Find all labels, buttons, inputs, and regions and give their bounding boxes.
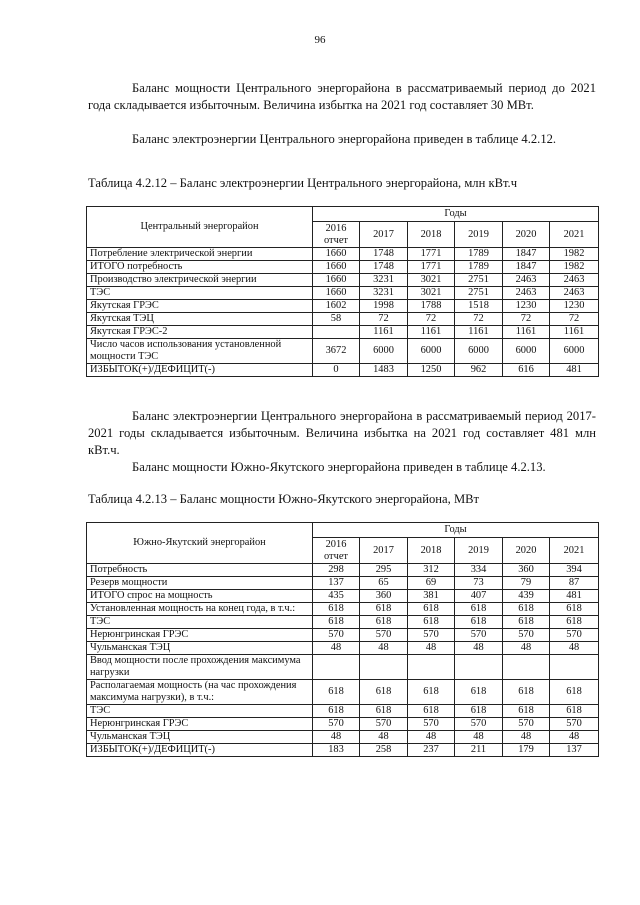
- row-label: Резерв мощности: [87, 577, 313, 590]
- table-row: [87, 339, 599, 364]
- row-label: Располагаемая мощность (на час прохождения максимума нагрузки), в т.ч.:: [87, 680, 313, 705]
- cell-value: 570: [550, 629, 599, 642]
- cell-value: 58: [313, 313, 360, 326]
- row-label: Чульманская ТЭЦ: [87, 731, 313, 744]
- year-header: 2017: [360, 222, 408, 248]
- cell-value: 1847: [503, 248, 550, 261]
- cell-value: 618: [313, 603, 360, 616]
- cell-value: 1748: [360, 248, 408, 261]
- row-label: Число часов использования установленной мощности ТЭС: [87, 339, 313, 364]
- cell-value: 48: [503, 731, 550, 744]
- cell-value: 48: [455, 731, 503, 744]
- cell-value: 618: [408, 680, 455, 705]
- cell-value: 570: [455, 718, 503, 731]
- cell-value: 1602: [313, 300, 360, 313]
- cell-value: 570: [455, 629, 503, 642]
- table-row: [87, 616, 599, 629]
- table-row: [87, 326, 599, 339]
- row-label: ИЗБЫТОК(+)/ДЕФИЦИТ(-): [87, 364, 313, 377]
- cell-value: 1230: [503, 300, 550, 313]
- cell-value: 48: [408, 731, 455, 744]
- table-4-2-13-caption: Таблица 4.2.13 – Баланс мощности Южно-Якутского энергорайона, МВт: [88, 492, 480, 506]
- table-row: [87, 718, 599, 731]
- row-label: Якутская ГРЭС: [87, 300, 313, 313]
- cell-value: 295: [360, 564, 408, 577]
- table-row: [87, 731, 599, 744]
- cell-value: 394: [550, 564, 599, 577]
- cell-value: 616: [503, 364, 550, 377]
- cell-value: 6000: [550, 339, 599, 364]
- cell-value: 618: [503, 680, 550, 705]
- cell-value: 87: [550, 577, 599, 590]
- table-row: [87, 655, 599, 680]
- table-row: [87, 261, 599, 274]
- paragraph-energy-balance-reference: Баланс электроэнергии Центрального энергорайона приведен в таблице 4.2.12.: [132, 132, 557, 146]
- table-row: [87, 313, 599, 326]
- cell-value: [455, 655, 503, 680]
- row-label: Производство электрической энергии: [87, 274, 313, 287]
- year-header: 2016 отчет: [313, 222, 360, 248]
- cell-value: 0: [313, 364, 360, 377]
- cell-value: 2751: [455, 274, 503, 287]
- cell-value: 1660: [313, 248, 360, 261]
- table-row: [87, 248, 599, 261]
- cell-value: 618: [360, 616, 408, 629]
- cell-value: 1748: [360, 261, 408, 274]
- cell-value: 6000: [503, 339, 550, 364]
- paragraph-energy-balance-surplus: Баланс электроэнергии Центрального энергорайона в рассматриваемый период 2017-2021 годы складывается избыточным. Величина избытка на 2021 год составляет 481 млн кВт.ч.: [88, 409, 596, 457]
- cell-value: 2463: [503, 274, 550, 287]
- page-number: 96: [314, 34, 326, 46]
- table-row: [87, 603, 599, 616]
- cell-value: 1230: [550, 300, 599, 313]
- cell-value: 618: [550, 705, 599, 718]
- cell-value: 1518: [455, 300, 503, 313]
- table-row: [87, 680, 599, 705]
- cell-value: 360: [360, 590, 408, 603]
- cell-value: 618: [408, 603, 455, 616]
- cell-value: 1998: [360, 300, 408, 313]
- cell-value: 962: [455, 364, 503, 377]
- year-header: 2017: [360, 538, 408, 564]
- cell-value: 618: [455, 603, 503, 616]
- cell-value: 1789: [455, 248, 503, 261]
- table-row: [87, 744, 599, 757]
- cell-value: 570: [360, 718, 408, 731]
- year-header: 2020: [503, 222, 550, 248]
- cell-value: 570: [313, 718, 360, 731]
- year-header: 2019: [455, 222, 503, 248]
- cell-value: [408, 655, 455, 680]
- table-row: [87, 705, 599, 718]
- cell-value: 439: [503, 590, 550, 603]
- table-row: [87, 642, 599, 655]
- cell-value: 48: [408, 642, 455, 655]
- cell-value: 69: [408, 577, 455, 590]
- cell-value: 298: [313, 564, 360, 577]
- cell-value: 73: [455, 577, 503, 590]
- cell-value: 618: [503, 616, 550, 629]
- cell-value: 211: [455, 744, 503, 757]
- cell-value: [503, 655, 550, 680]
- cell-value: 1161: [360, 326, 408, 339]
- cell-value: 72: [408, 313, 455, 326]
- cell-value: 48: [360, 642, 408, 655]
- cell-value: 3231: [360, 287, 408, 300]
- table-4-2-12-years-header: Годы: [313, 207, 599, 222]
- cell-value: 1788: [408, 300, 455, 313]
- cell-value: 618: [408, 616, 455, 629]
- cell-value: 570: [360, 629, 408, 642]
- cell-value: 570: [408, 718, 455, 731]
- cell-value: 48: [313, 642, 360, 655]
- table-row: [87, 590, 599, 603]
- row-label: Потребление электрической энергии: [87, 248, 313, 261]
- cell-value: 3021: [408, 287, 455, 300]
- cell-value: 2463: [503, 287, 550, 300]
- cell-value: 618: [550, 680, 599, 705]
- cell-value: 618: [503, 705, 550, 718]
- cell-value: 72: [360, 313, 408, 326]
- cell-value: 334: [455, 564, 503, 577]
- cell-value: 48: [360, 731, 408, 744]
- cell-value: 618: [313, 705, 360, 718]
- cell-value: 381: [408, 590, 455, 603]
- cell-value: 1660: [313, 287, 360, 300]
- cell-value: 72: [503, 313, 550, 326]
- cell-value: [313, 655, 360, 680]
- cell-value: 618: [360, 680, 408, 705]
- cell-value: 48: [455, 642, 503, 655]
- cell-value: 6000: [360, 339, 408, 364]
- cell-value: 6000: [455, 339, 503, 364]
- row-label: Нерюнгринская ГРЭС: [87, 629, 313, 642]
- cell-value: 481: [550, 590, 599, 603]
- cell-value: 3231: [360, 274, 408, 287]
- table-row: [87, 287, 599, 300]
- cell-value: 1847: [503, 261, 550, 274]
- cell-value: 48: [550, 731, 599, 744]
- cell-value: [550, 655, 599, 680]
- cell-value: 570: [408, 629, 455, 642]
- row-label: Нерюнгринская ГРЭС: [87, 718, 313, 731]
- cell-value: 137: [313, 577, 360, 590]
- table-4-2-13-years-header: Годы: [313, 523, 599, 538]
- cell-value: 2751: [455, 287, 503, 300]
- row-label: Ввод мощности после прохождения максимума нагрузки: [87, 655, 313, 680]
- cell-value: 1660: [313, 261, 360, 274]
- cell-value: 570: [503, 718, 550, 731]
- cell-value: 618: [550, 616, 599, 629]
- cell-value: 312: [408, 564, 455, 577]
- cell-value: 618: [550, 603, 599, 616]
- row-label: Якутская ГРЭС-2: [87, 326, 313, 339]
- cell-value: 48: [313, 731, 360, 744]
- cell-value: 258: [360, 744, 408, 757]
- cell-value: 1789: [455, 261, 503, 274]
- row-label: Установленная мощность на конец года, в т.ч.:: [87, 603, 313, 616]
- row-label: ТЭС: [87, 616, 313, 629]
- cell-value: 137: [550, 744, 599, 757]
- paragraph-power-balance-central: Баланс мощности Центрального энергорайона в рассматриваемый период до 2021 года складывается избыточным. Величина избытка на 2021 год составляет 30 МВт.: [88, 81, 596, 112]
- cell-value: 570: [503, 629, 550, 642]
- year-header: 2020: [503, 538, 550, 564]
- cell-value: 618: [455, 705, 503, 718]
- table-4-2-12: [86, 206, 599, 377]
- cell-value: [360, 655, 408, 680]
- cell-value: 1771: [408, 248, 455, 261]
- cell-value: 618: [455, 680, 503, 705]
- cell-value: 3021: [408, 274, 455, 287]
- cell-value: 618: [408, 705, 455, 718]
- table-4-2-12-label-header: Центральный энергорайон: [87, 207, 313, 248]
- cell-value: 65: [360, 577, 408, 590]
- cell-value: 1483: [360, 364, 408, 377]
- year-header: 2018: [408, 222, 455, 248]
- table-row: [87, 364, 599, 377]
- cell-value: 618: [313, 680, 360, 705]
- cell-value: 179: [503, 744, 550, 757]
- row-label: ИЗБЫТОК(+)/ДЕФИЦИТ(-): [87, 744, 313, 757]
- paragraph-south-yakutsk-reference: Баланс мощности Южно-Якутского энергорайона приведен в таблице 4.2.13.: [132, 460, 546, 474]
- cell-value: 1982: [550, 261, 599, 274]
- cell-value: 1982: [550, 248, 599, 261]
- cell-value: 618: [360, 603, 408, 616]
- table-row: [87, 300, 599, 313]
- cell-value: 1250: [408, 364, 455, 377]
- year-header: 2021: [550, 538, 599, 564]
- cell-value: 1161: [408, 326, 455, 339]
- cell-value: 48: [550, 642, 599, 655]
- table-4-2-13-label-header: Южно-Якутский энергорайон: [87, 523, 313, 564]
- table-row: [87, 577, 599, 590]
- row-label: ИТОГО потребность: [87, 261, 313, 274]
- row-label: Чульманская ТЭЦ: [87, 642, 313, 655]
- year-header: 2016 отчет: [313, 538, 360, 564]
- row-label: Потребность: [87, 564, 313, 577]
- row-label: Якутская ТЭЦ: [87, 313, 313, 326]
- cell-value: 435: [313, 590, 360, 603]
- cell-value: 618: [313, 616, 360, 629]
- cell-value: 6000: [408, 339, 455, 364]
- cell-value: 618: [503, 603, 550, 616]
- year-header: 2018: [408, 538, 455, 564]
- cell-value: 360: [503, 564, 550, 577]
- cell-value: 2463: [550, 287, 599, 300]
- cell-value: [313, 326, 360, 339]
- cell-value: 1161: [550, 326, 599, 339]
- cell-value: 1771: [408, 261, 455, 274]
- row-label: ИТОГО спрос на мощность: [87, 590, 313, 603]
- cell-value: 570: [313, 629, 360, 642]
- cell-value: 237: [408, 744, 455, 757]
- cell-value: 618: [360, 705, 408, 718]
- year-header: 2019: [455, 538, 503, 564]
- cell-value: 48: [503, 642, 550, 655]
- cell-value: 1660: [313, 274, 360, 287]
- row-label: ТЭС: [87, 705, 313, 718]
- cell-value: 72: [455, 313, 503, 326]
- cell-value: 407: [455, 590, 503, 603]
- cell-value: 1161: [503, 326, 550, 339]
- cell-value: 79: [503, 577, 550, 590]
- cell-value: 3672: [313, 339, 360, 364]
- cell-value: 618: [455, 616, 503, 629]
- cell-value: 1161: [455, 326, 503, 339]
- cell-value: 570: [550, 718, 599, 731]
- table-row: [87, 564, 599, 577]
- table-row: [87, 274, 599, 287]
- table-4-2-13: [86, 522, 599, 757]
- cell-value: 2463: [550, 274, 599, 287]
- cell-value: 72: [550, 313, 599, 326]
- year-header: 2021: [550, 222, 599, 248]
- row-label: ТЭС: [87, 287, 313, 300]
- cell-value: 481: [550, 364, 599, 377]
- table-row: [87, 629, 599, 642]
- cell-value: 183: [313, 744, 360, 757]
- table-4-2-12-caption: Таблица 4.2.12 – Баланс электроэнергии Центрального энергорайона, млн кВт.ч: [88, 176, 518, 190]
